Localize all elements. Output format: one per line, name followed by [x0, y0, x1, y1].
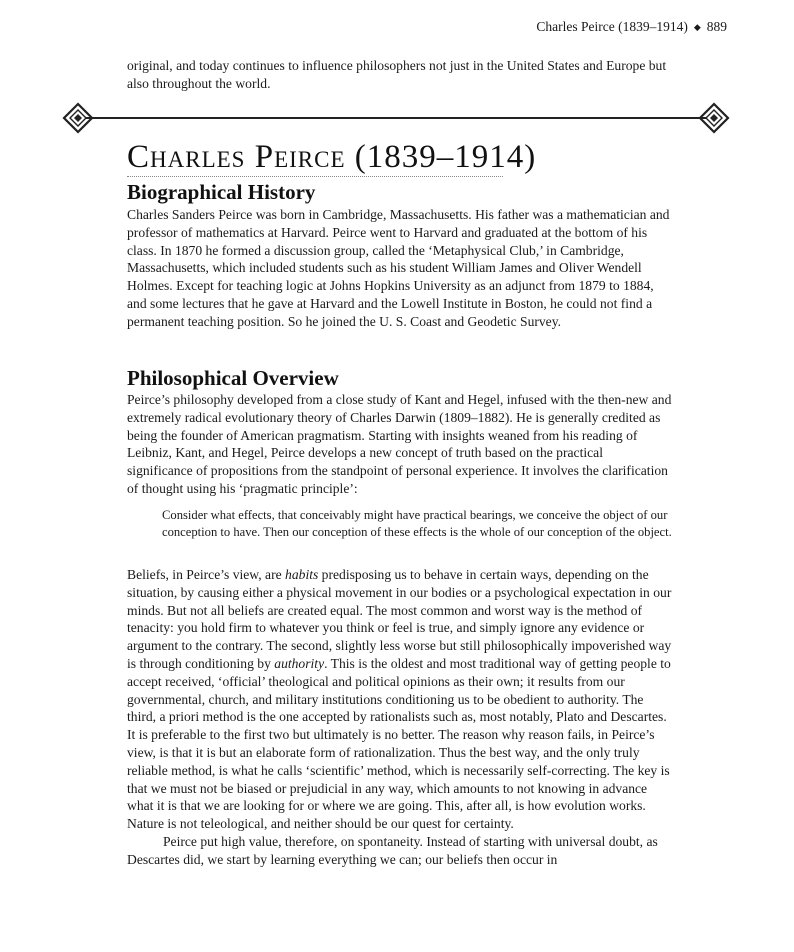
overview-heading: Philosophical Overview [127, 366, 339, 390]
running-head [536, 19, 727, 35]
block-quote-text: Consider what effects, that conceivably might have practical bearings, we conceive the object of our conception to have. Then our conception of these effects is the whole of our conception of the object. [162, 508, 672, 539]
beliefs-paragraph [127, 566, 672, 869]
title-underline [127, 176, 503, 177]
beliefs-part-3: . This is the oldest and most traditional way of getting people to accept received, ‘official’ theological and political opinions as their own; it results from our governmental, church, and military institutions conditioning us to be obedient to authority. The third, a priori method is the one accepted by rationalists such as, most notably, Plato and Descartes. It is preferable to the first two but ultimately is no better. The reason why reason fails, in Peirce’s view, is that it is but an elaborate form of rationalization. Thus the best way, and the only truly reliable method, is what he calls ‘scientific’ method, which is necessarily self-correcting. The key is that we must not be biased or prejudicial in any way, which amounts to not knowing in advance what it is that we are looking for or where we are going. This, after all, is how evolution works. Nature is not teleological, and neither should be our quest for certainty. [127, 655, 671, 832]
overview-intro-paragraph [127, 391, 672, 498]
bio-paragraph [127, 206, 672, 331]
diamond-icon: ◆ [693, 22, 701, 32]
section-divider [62, 102, 730, 134]
ornament-left-icon [62, 102, 94, 134]
carryover-text: original, and today continues to influence philosophers not just in the United States and Europe but also throughout the world. [127, 58, 667, 91]
beliefs-part-1: Beliefs, in Peirce’s view, are [127, 567, 286, 582]
bio-heading: Biographical History [127, 180, 316, 204]
chapter-title [127, 139, 536, 176]
beliefs-authority-emphasis: authority [274, 655, 325, 671]
bio-text: Charles Sanders Peirce was born in Cambridge, Massachusetts. His father was a mathematician and professor of mathematics at Harvard. Peirce went to Harvard and graduated at the bottom of his class. In 1870 he formed a discussion group, called the ‘Metaphysical Club,’ in Cambridge, Massachusetts, which included students such as his student William James and Oliver Wendell Holmes. Except for teaching logic at Johns Hopkins University as an adjunct from 1879 to 1884, and some lectures that he gave at Harvard and the Lowell Institute in Boston, he could not find a permanent teaching position. So he joined the U. S. Coast and Geodetic Survey. [127, 207, 670, 329]
ornament-right-icon [698, 102, 730, 134]
overview-intro-text: Peirce’s philosophy developed from a close study of Kant and Hegel, infused with the then-new and extremely radical evolutionary theory of Charles Darwin (1809–1882). He is generally credited as being the founder of American pragmatism. Starting with insights weaned from his reading of Leibniz, Kant, and Hegel, Peirce develops a new concept of truth based on the practical significance of propositions from the standpoint of personal experience. It involves the clarification of thought using his ‘pragmatic principle’: [127, 392, 672, 496]
beliefs-habits-emphasis: habits [285, 567, 319, 582]
chapter-title-text: Charles Peirce (1839–1914) [127, 139, 537, 175]
running-head-title: Charles Peirce (1839–1914) [536, 19, 688, 34]
last-paragraph-text: Peirce put high value, therefore, on spontaneity. Instead of starting with universal doubt, as Descartes did, we start by learning everything we can; our beliefs then occur in [127, 833, 658, 867]
block-quote [162, 507, 672, 541]
beliefs-text [127, 566, 672, 833]
beliefs-part-2: predisposing us to behave in certain ways, depending on the situation, by causing either a physical movement in our bodies or a psychological expectation in our minds. But not all beliefs are created equal. The most common and worst way is the method of tenacity: you hold firm to whatever you think or feel is true, and simply ignore any evidence or argument to the contrary. The second, slightly less worse but still philosophically impoverished way is through conditioning by [127, 567, 672, 671]
carryover-paragraph [127, 57, 672, 93]
page-number: 889 [706, 19, 727, 34]
divider-line [86, 117, 706, 119]
